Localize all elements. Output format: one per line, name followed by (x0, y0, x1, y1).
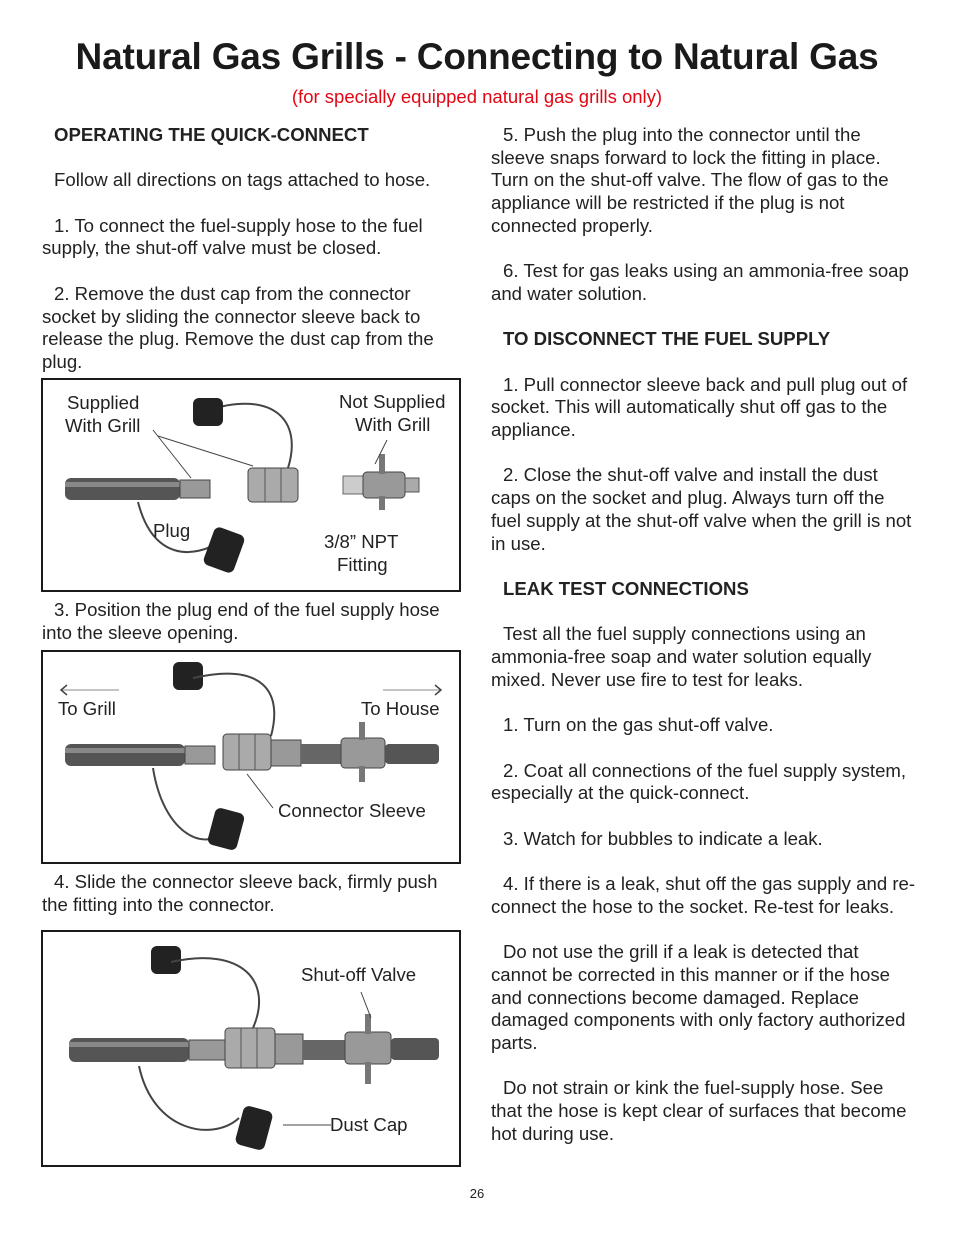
paragraph-leak-step-4: 4. If there is a leak, shut off the gas supply and re-connect the hose to the socket. Re-test for leaks. (491, 873, 916, 917)
label-npt-line2: Fitting (337, 554, 388, 575)
paragraph-step-6: 6. Test for gas leaks using an ammonia-free soap and water solution. (491, 260, 909, 304)
left-step-4-block (42, 871, 467, 916)
paragraph-step-4: 4. Slide the connector sleeve back, firmly push the fitting into the connector. (42, 871, 438, 915)
left-column (42, 124, 467, 374)
label-to-grill: To Grill (58, 698, 116, 719)
label-connector-sleeve: Connector Sleeve (278, 800, 426, 821)
label-npt-line1: 3/8” NPT (324, 531, 399, 552)
paragraph-disconnect-step-2: 2. Close the shut-off valve and install the dust caps on the socket and plug. Always turn off the fuel supply at the shut-off valve when the grill is not in use. (491, 464, 912, 554)
right-column (491, 124, 916, 1145)
paragraph-leak-test-intro: Test all the fuel supply connections using an ammonia-free soap and water solution equally mixed. Never use fire to test for leaks. (491, 623, 872, 690)
figure-position-plug (41, 650, 461, 864)
label-supplied-line1: Supplied (67, 392, 140, 413)
label-not-supplied-line1: Not Supplied (339, 391, 446, 412)
label-shutoff-valve: Shut-off Valve (301, 964, 417, 985)
page-number: 26 (469, 1186, 485, 1201)
heading-leak-test-connections: LEAK TEST CONNECTIONS (503, 577, 749, 599)
label-to-house: To House (361, 698, 440, 719)
figure-2-illustration (43, 652, 463, 866)
figure-quick-connect-parts (41, 378, 461, 592)
paragraph-do-not-strain: Do not strain or kink the fuel-supply hose. See that the hose is kept clear of surfaces that become hot during use. (491, 1077, 907, 1144)
paragraph-leak-step-3: 3. Watch for bubbles to indicate a leak. (503, 827, 823, 849)
label-dust-cap: Dust Cap (330, 1114, 408, 1135)
heading-operating-quick-connect: OPERATING THE QUICK-CONNECT (54, 124, 369, 145)
paragraph-do-not-use: Do not use the grill if a leak is detected that cannot be corrected in this manner or if the hose and connections become damaged. Replace damaged components with only factory authorized parts. (491, 941, 906, 1053)
heading-disconnect-fuel-supply: TO DISCONNECT THE FUEL SUPPLY (503, 328, 831, 350)
paragraph-disconnect-step-1: 1. Pull connector sleeve back and pull plug out of socket. This will automatically shut off gas to the appliance. (491, 373, 908, 441)
paragraph-step-5: 5. Push the plug into the connector until the sleeve snaps forward to lock the fitting in place. Turn on the shut-off valve. The flow of gas to the appliance will be restricted if the plug is not connected properly. (491, 124, 889, 236)
paragraph-step-1: 1. To connect the fuel-supply hose to the fuel supply, the shut-off valve must be closed. (42, 214, 423, 259)
left-step-3-block (42, 599, 467, 644)
paragraph-leak-step-2: 2. Coat all connections of the fuel supply system, especially at the quick-connect. (491, 759, 907, 804)
paragraph-step-3: 3. Position the plug end of the fuel supply hose into the sleeve opening. (42, 599, 440, 643)
label-supplied-line2: With Grill (65, 415, 141, 436)
label-plug: Plug (153, 520, 191, 541)
page-subtitle: (for specially equipped natural gas grills only) (291, 86, 663, 107)
page-title: Natural Gas Grills - Connecting to Natural Gas (75, 36, 879, 77)
paragraph-leak-step-1: 1. Turn on the gas shut-off valve. (503, 714, 774, 736)
paragraph-step-2: 2. Remove the dust cap from the connector socket by sliding the connector sleeve back to release the plug. Remove the dust cap from the plug. (42, 282, 434, 372)
figure-connected-fitting (41, 930, 461, 1167)
label-not-supplied-line2: With Grill (355, 414, 431, 435)
paragraph-follow-directions: Follow all directions on tags attached to hose. (54, 169, 431, 191)
